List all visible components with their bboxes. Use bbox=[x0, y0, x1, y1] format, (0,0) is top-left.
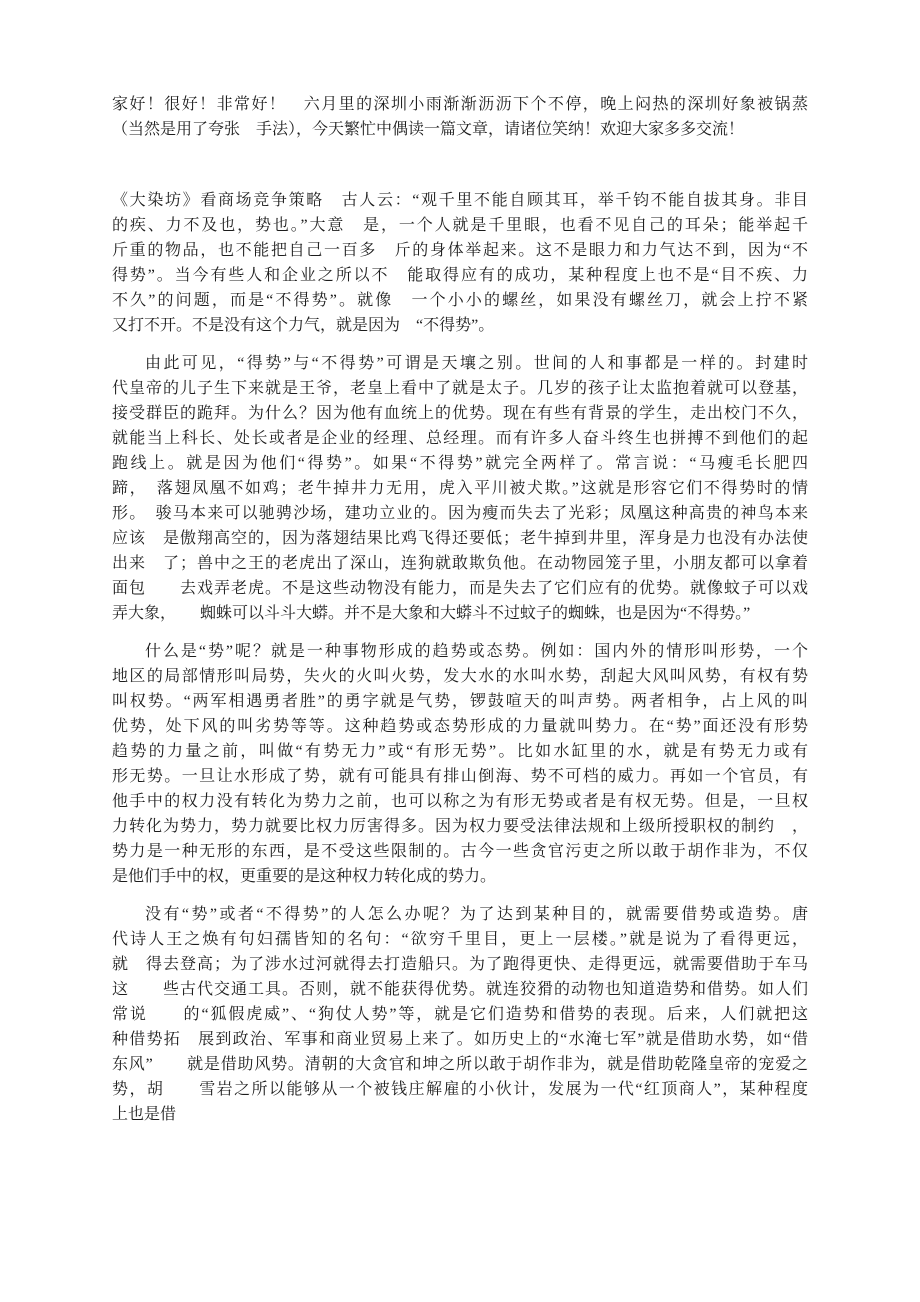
text-line: 东风” 就是借助风势。清朝的大贪官和坤之所以敢于胡作非为，就是借助乾隆皇帝的宠爱之 bbox=[112, 1056, 808, 1073]
text-line: （当然是用了夸张 手法），今天繁忙中偶读一篇文章，请诸位笑纳！欢迎大家多多交流！ bbox=[112, 121, 745, 138]
text-line: 形。 骏马本来可以驰骋沙场，建功立业的。因为瘦而失去了光彩；凤凰这种高贵的神鸟本来 bbox=[112, 505, 808, 522]
text-line: 家好！很好！非常好！ 六月里的深圳小雨渐渐沥沥下个不停，晚上闷热的深圳好象被锅蒸 bbox=[112, 96, 808, 113]
text-line: 势，胡 雪岩之所以能够从一个被钱庄解雇的小伙计，发展为一代“红顶商人”，某种程度 bbox=[112, 1081, 808, 1098]
text-line: 优势，处下风的叫劣势等等。这种趋势或态势形成的力量就叫势力。在“势”面还没有形势 bbox=[112, 718, 808, 735]
text-line: 力转化为势力，势力就要比权力厉害得多。因为权力要受法律法规和上级所授职权的制约 ， bbox=[112, 818, 808, 835]
text-line: 接受群臣的跪拜。为什么？因为他有血统上的优势。现在有些有背景的学生，走出校门不久， bbox=[112, 405, 808, 422]
paragraph-greeting bbox=[112, 92, 808, 142]
text-line: 斤重的物品，也不能把自己一百多 斤的身体举起来。这不是眼力和力气达不到，因为“不 bbox=[112, 242, 808, 259]
text-line: 又打不开。不是没有这个力气，就是因为 “不得势”。 bbox=[112, 317, 495, 334]
text-line: 就能当上科长、处长或者是企业的经理、总经理。而有许多人奋斗终生也拼搏不到他们的起 bbox=[112, 430, 808, 447]
text-line: 形无势。一旦让水形成了势，就有可能具有排山倒海、势不可档的威力。再如一个官员，有 bbox=[112, 768, 808, 785]
text-line: 跑线上。就是因为他们“得势”。如果“不得势”就完全两样了。常言说：“马瘦毛长肥四 bbox=[112, 455, 808, 472]
text-line: 蹄， 落翅凤凰不如鸡；老牛掉井力无用，虎入平川被犬欺。”这就是形容它们不得势时的情 bbox=[112, 480, 808, 497]
text-line: 就 得去登高；为了涉水过河就得去打造船只。为了跑得更快、走得更远，就需要借助于车马 bbox=[112, 956, 808, 973]
text-line: 地区的局部情形叫局势，失火的火叫火势，发大水的水叫水势，刮起大风叫风势，有权有势 bbox=[112, 668, 808, 685]
text-line: 面包 去戏弄老虎。不是这些动物没有能力，而是失去了它们应有的优势。就像蚊子可以戏 bbox=[112, 580, 808, 597]
text-line: 他手中的权力没有转化为势力之前，也可以称之为有形无势或者是有权无势。但是，一旦权 bbox=[112, 793, 808, 810]
text-line: 是他们手中的权，更重要的是这种权力转化成的势力。 bbox=[112, 868, 497, 885]
text-line: 出来 了；兽中之王的老虎出了深山，连狗就敢欺负他。在动物园笼子里，小朋友都可以拿着 bbox=[112, 555, 808, 572]
paragraph-deshi-vs-budeshi bbox=[112, 351, 808, 626]
text-line: 常说 的“狐假虎威”、“狗仗人势”等，就是它们造势和借势的表现。后来，人们就把这 bbox=[112, 1006, 808, 1023]
text-line: 不久”的问题，而是“不得势”。就像 一个小小的螺丝，如果没有螺丝刀，就会上拧不紧 bbox=[112, 292, 808, 309]
text-line: 代皇帝的儿子生下来就是王爷，老皇上看中了就是太子。几岁的孩子让太监抱着就可以登基， bbox=[112, 380, 808, 397]
text-line: 这 些古代交通工具。否则，就不能获得优势。就连狡猾的动物也知道造势和借势。如人们 bbox=[112, 981, 808, 998]
text-line: 应该 是傲翔高空的，因为落翅结果比鸡飞得还要低；老牛掉到井里，浑身是力也没有办法使 bbox=[112, 530, 808, 547]
text-line: 上也是借 bbox=[112, 1106, 177, 1123]
text-line: 《大染坊》看商场竞争策略 古人云：“观千里不能自顾其耳，举千钧不能自拔其身。非目 bbox=[112, 192, 808, 209]
paragraph-jieshi-zaoshi bbox=[112, 902, 808, 1127]
text-line: 没有“势”或者“不得势”的人怎么办呢？为了达到某种目的，就需要借势或造势。唐 bbox=[145, 906, 808, 923]
text-line: 代诗人王之焕有句妇孺皆知的名句：“欲穷千里目，更上一层楼。”就是说为了看得更远， bbox=[112, 931, 808, 948]
paragraph-opening bbox=[112, 188, 808, 338]
text-line: 什么是“势”呢？就是一种事物形成的趋势或态势。例如：国内外的情形叫形势，一个 bbox=[145, 643, 808, 660]
document-body bbox=[112, 92, 808, 1127]
text-line: 叫权势。“两军相遇勇者胜”的勇字就是气势，锣鼓喧天的叫声势。两者相争，占上风的叫 bbox=[112, 693, 808, 710]
text-line: 的疾、力不及也，势也。”大意 是，一个人就是千里眼，也看不见自己的耳朵；能举起千 bbox=[112, 217, 808, 234]
paragraph-what-is-shi bbox=[112, 639, 808, 889]
text-line: 势力是一种无形的东西，是不受这些限制的。古今一些贪官污吏之所以敢于胡作非为，不仅 bbox=[112, 843, 808, 860]
text-line: 种借势拓 展到政治、军事和商业贸易上来了。如历史上的“水淹七军”就是借助水势，如“借 bbox=[112, 1031, 808, 1048]
text-line: 弄大象， 蜘蛛可以斗斗大蟒。并不是大象和大蟒斗不过蚊子的蜘蛛，也是因为“不得势。” bbox=[112, 605, 751, 622]
text-line: 趋势的力量之前，叫做“有势无力”或“有形无势”。比如水缸里的水，就是有势无力或有 bbox=[112, 743, 808, 760]
text-line: 得势”。当今有些人和企业之所以不 能取得应有的成功，某种程度上也不是“目不疾、力 bbox=[112, 267, 808, 284]
text-line: 由此可见，“得势”与“不得势”可谓是天壤之别。世间的人和事都是一样的。封建时 bbox=[145, 355, 808, 372]
